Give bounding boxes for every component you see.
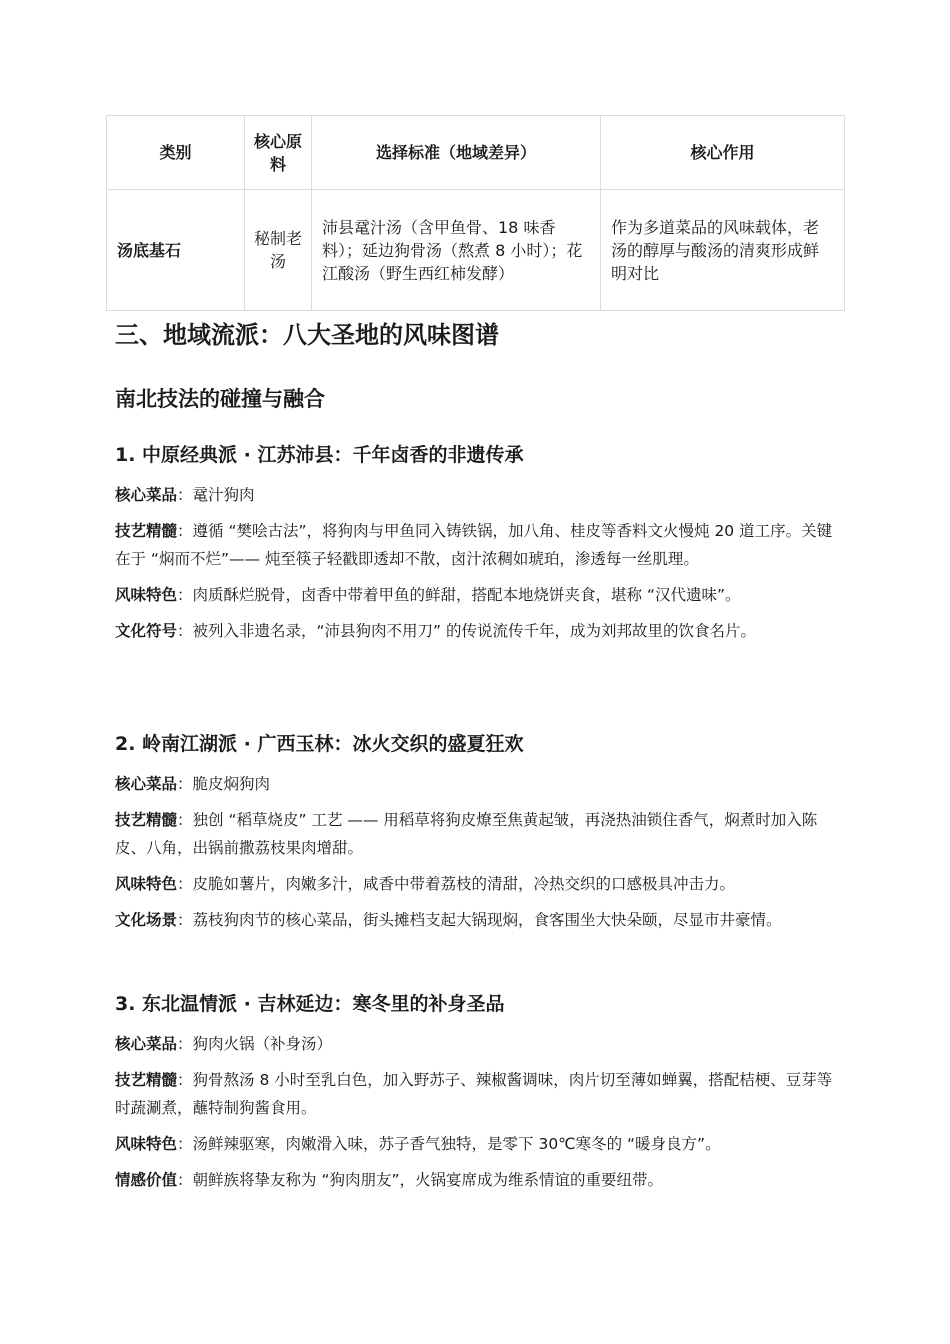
paragraph-label: 核心菜品 [115,775,178,793]
paragraph-text: 独创 “稻草烧皮” 工艺 —— 用稻草将狗皮燎至焦黄起皱，再浇热油锁住香气，焖煮时加入陈皮、八角，出锅前撒荔枝果肉增甜。 [115,811,818,857]
paragraph-label: 文化场景 [115,911,178,929]
school-paragraph [115,806,840,862]
school-paragraph [115,1030,840,1058]
paragraph-label: 风味特色 [115,1135,178,1153]
section-title: 三、地域流派：八大圣地的风味图谱 [115,321,499,349]
cell-category: 汤底基石 [107,190,245,311]
cell-role: 作为多道菜品的风味载体，老汤的醇厚与酸汤的清爽形成鲜明对比 [601,190,845,311]
label-separator: ： [177,586,193,604]
subsection-title: 南北技法的碰撞与融合 [115,387,325,411]
paragraph-label: 文化符号 [115,622,178,640]
paragraph-text: 鼋汁狗肉 [192,486,255,504]
table-header-row [107,116,845,190]
paragraph-label: 核心菜品 [115,1035,178,1053]
paragraph-label: 情感价值 [115,1171,178,1189]
school-section-pei-county [115,441,840,653]
school-paragraph [115,770,840,798]
paragraph-text: 脆皮焖狗肉 [192,775,271,793]
label-separator: ： [177,622,193,640]
cell-criteria: 沛县鼋汁汤（含甲鱼骨、18 味香料）；延边狗骨汤（熬煮 8 小时）；花江酸汤（野生西红柿发酵） [312,190,601,311]
cell-material: 秘制老汤 [245,190,312,311]
header-role: 核心作用 [601,116,845,190]
table-row [107,190,845,311]
label-separator: ： [177,486,193,504]
header-category: 类别 [107,116,245,190]
paragraph-label: 技艺精髓 [115,811,178,829]
paragraph-label: 技艺精髓 [115,1071,178,1089]
school-paragraph [115,1166,840,1194]
label-separator: ： [177,1135,193,1153]
school-paragraph [115,617,840,645]
header-criteria: 选择标准（地域差异） [312,116,601,190]
label-separator: ： [177,1071,193,1089]
label-separator: ： [177,522,193,540]
paragraph-label: 核心菜品 [115,486,178,504]
school-title: 1. 中原经典派 · 江苏沛县：千年卤香的非遗传承 [115,444,524,466]
paragraph-text: 被列入非遗名录，“沛县狗肉不用刀” 的传说流传千年，成为刘邦故里的饮食名片。 [192,622,757,640]
label-separator: ： [177,911,193,929]
paragraph-text: 肉质酥烂脱骨，卤香中带着甲鱼的鲜甜，搭配本地烧饼夹食，堪称 “汉代遗味”。 [192,586,741,604]
paragraph-text: 狗骨熬汤 8 小时至乳白色，加入野苏子、辣椒酱调味，肉片切至薄如蝉翼，搭配桔梗、豆芽等时蔬涮煮，蘸特制狗酱食用。 [115,1071,833,1117]
paragraph-label: 风味特色 [115,875,178,893]
paragraph-text: 狗肉火锅（补身汤） [192,1035,333,1053]
paragraph-label: 技艺精髓 [115,522,178,540]
paragraph-text: 遵循 “樊哙古法”，将狗肉与甲鱼同入铸铁锅，加八角、桂皮等香料文火慢炖 20 道工序。关键在于 “焖而不烂”—— 炖至筷子轻戳即透却不散，卤汁浓稠如琥珀，渗透每一丝肌理。 [115,522,833,568]
school-section-yanbian [115,990,840,1202]
header-material: 核心原料 [245,116,312,190]
paragraph-text: 荔枝狗肉节的核心菜品，街头摊档支起大锅现焖，食客围坐大快朵颐，尽显市井豪情。 [192,911,782,929]
school-paragraph [115,1130,840,1158]
school-paragraph [115,481,840,509]
school-paragraph [115,581,840,609]
label-separator: ： [177,811,193,829]
paragraph-label: 风味特色 [115,586,178,604]
school-paragraph [115,517,840,573]
school-title: 2. 岭南江湖派 · 广西玉林：冰火交织的盛夏狂欢 [115,733,524,755]
label-separator: ： [177,1171,193,1189]
school-paragraph [115,906,840,934]
paragraph-text: 汤鲜辣驱寒，肉嫩滑入味，苏子香气独特，是零下 30℃寒冬的 “暖身良方”。 [192,1135,721,1153]
label-separator: ： [177,1035,193,1053]
school-section-yulin [115,730,840,942]
paragraph-text: 皮脆如薯片，肉嫩多汁，咸香中带着荔枝的清甜，冷热交织的口感极具冲击力。 [192,875,736,893]
school-paragraph [115,1066,840,1122]
label-separator: ： [177,775,193,793]
paragraph-text: 朝鲜族将挚友称为 “狗肉朋友”，火锅宴席成为维系情谊的重要纽带。 [192,1171,664,1189]
soup-base-table [106,115,845,311]
school-title: 3. 东北温情派 · 吉林延边：寒冬里的补身圣品 [115,993,505,1015]
label-separator: ： [177,875,193,893]
school-paragraph [115,870,840,898]
